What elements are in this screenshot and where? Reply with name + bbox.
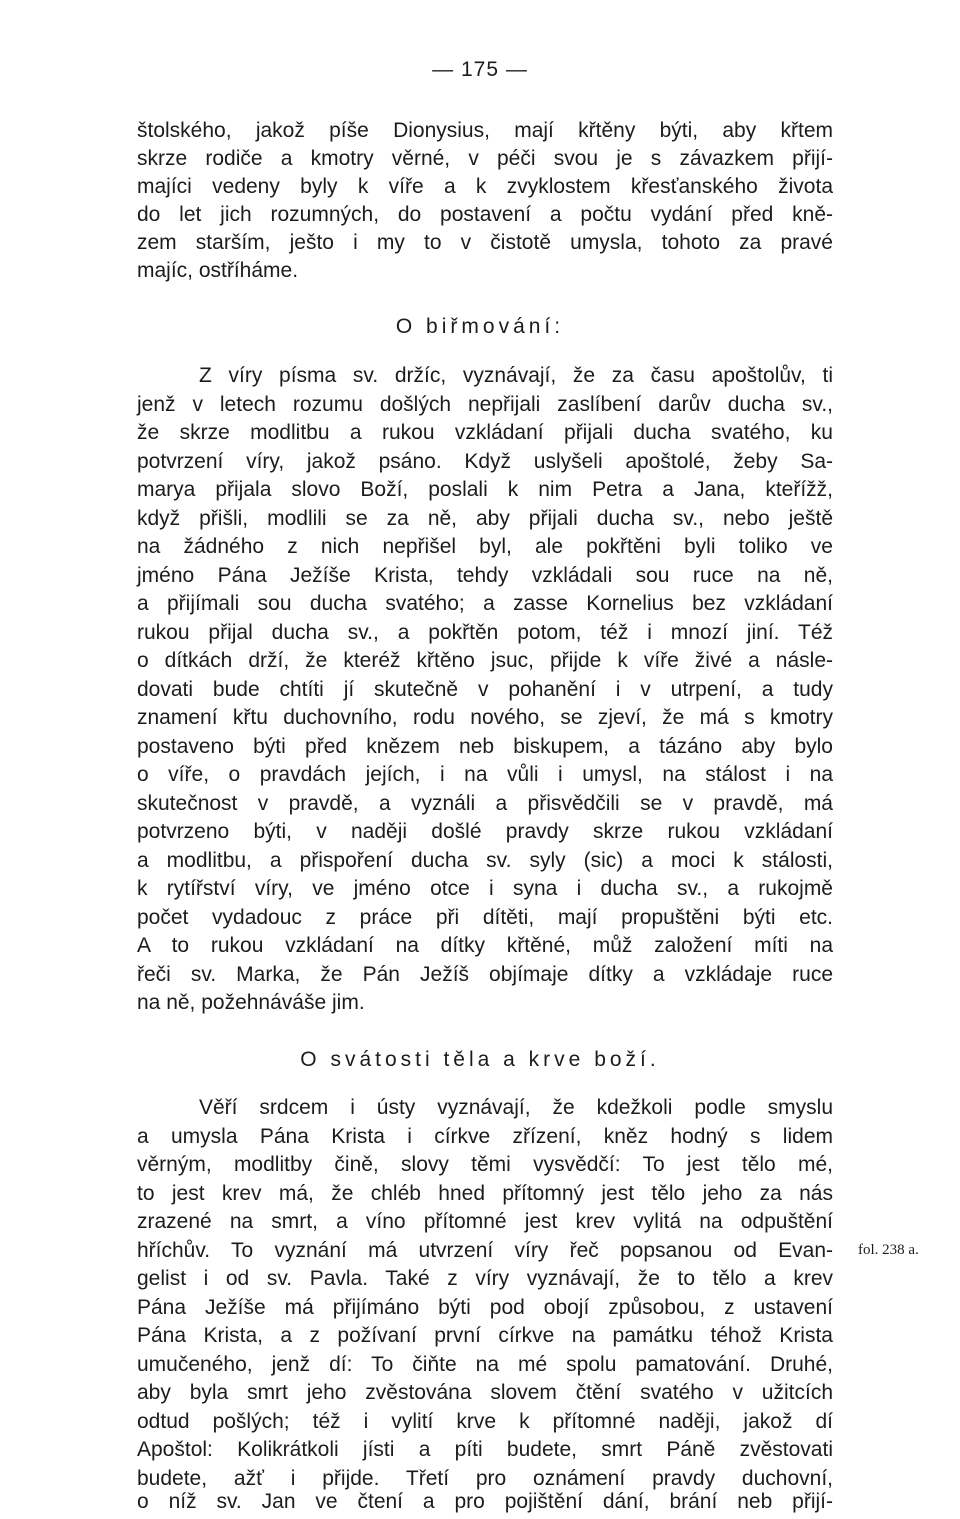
text-line: Věří srdcem i ústy vyznávají, že kdežkoli podle smyslu <box>199 1096 833 1119</box>
text-line: odtud pošlých; též i vylití krve k přítomné naději, jakož dí <box>137 1410 833 1433</box>
text-line: Apoštol: Kolikrátkoli jísti a píti budete, smrt Páně zvěstovati <box>137 1438 833 1461</box>
text-line: potvrzeno býti, v naději došlé pravdy skrze rukou vzkládaní <box>137 820 833 843</box>
text-line: skutečnost v pravdě, a vyználi a přisvědčili se v pravdě, má <box>137 792 833 815</box>
text-line: na žádného z nich nepřišel byl, ale pokřtěni byli toliko ve <box>137 535 833 558</box>
text-line: postaveno býti před knězem neb biskupem, a tázáno aby bylo <box>137 735 833 758</box>
text-line: aby byla smrt jeho zvěstována slovem čtění svatého v užitcích <box>137 1381 833 1404</box>
text-line: a umysla Pána Krista i církve zřízení, kněz hodný s lidem <box>137 1125 833 1148</box>
text-line: rukou přijal ducha sv., a pokřtěn potom, též i mnozí jiní. Též <box>137 621 833 644</box>
margin-note: fol. 238 a. <box>858 1242 919 1258</box>
text-line: o víře, o pravdách jejích, i na vůli i umysl, na stálost i na <box>137 763 833 786</box>
text-line: jenž v letech rozumu došlých nepřijali zaslíbení darův ducha sv., <box>137 393 833 416</box>
section-heading: O biřmování: <box>395 315 565 338</box>
text-line: potvrzení víry, jakož psáno. Když uslyšeli apoštolé, žeby Sa- <box>137 450 833 473</box>
text-line: zem starším, ješto i my to v čistotě umysla, tohoto za pravé <box>137 231 833 254</box>
text-line: že skrze modlitbu a rukou vzkládaní přijali ducha svatého, ku <box>137 421 833 444</box>
text-line: štolského, jakož píše Dionysius, mají křtěny býti, aby křtem <box>137 119 833 142</box>
text-line: marya přijala slovo Boží, poslali k nim Petra a Jana, kteřížž, <box>137 478 833 501</box>
text-line: Pána Ježíše má přijímáno býti pod obojí způsobou, z ustavení <box>137 1296 833 1319</box>
text-line: majíc, ostříháme. <box>137 259 299 282</box>
text-line: věrným, modlitby čině, slovy těmi vysvědčí: To jest tělo mé, <box>137 1153 833 1176</box>
text-line: znamení křtu duchovního, rodu nového, se zjeví, že má s kmotry <box>137 706 833 729</box>
page-number: — 175 — <box>432 58 528 81</box>
text-line: o dítkách drží, že kteréž křtěno jsuc, přijde k víře živé a násle- <box>137 649 833 672</box>
text-line: Z víry písma sv. držíc, vyznávají, že za času apoštolův, ti <box>199 364 833 387</box>
text-line: počet vydadouc z práce při dítěti, mají propuštěni býti etc. <box>137 906 833 929</box>
text-line: zrazené na smrt, a víno přítomné jest krev vylitá na odpuštění <box>137 1210 833 1233</box>
text-line: budete, ažť i přijde. Třetí pro oznámení pravdy duchovní, <box>137 1467 833 1490</box>
text-line: jméno Pána Ježíše Krista, tehdy vzkládali sou ruce na ně, <box>137 564 833 587</box>
text-line: Pána Krista, a z požívaní první církve na památku téhož Krista <box>137 1324 833 1347</box>
text-line: majíci vedeny byly k víře a k zvyklostem křesťanského života <box>137 175 833 198</box>
text-line: to jest krev má, že chléb hned přítomný jest tělo jeho za nás <box>137 1182 833 1205</box>
text-line: a přijímali sou ducha svatého; a zasse Kornelius bez vzkládaní <box>137 592 833 615</box>
text-line: A to rukou vzkládaní na dítky křtěné, můž založení míti na <box>137 934 833 957</box>
text-line: umučeného, jenž dí: To čiňte na mé spolu pamatování. Druhé, <box>137 1353 833 1376</box>
text-line: dovati bude chtíti jí skutečně v pohanění i v utrpení, a tudy <box>137 678 833 701</box>
text-line: na ně, požehnáváše jim. <box>137 991 365 1014</box>
text-line: do let jich rozumných, do postavení a počtu vydání před kně- <box>137 203 833 226</box>
text-line: když přišli, modlili se za ně, aby přijali ducha sv., nebo ještě <box>137 507 833 530</box>
text-line: skrze rodiče a kmotry věrné, v péči svou je s závazkem přijí- <box>137 147 833 170</box>
text-line: k rytířství víry, ve jméno otce i syna i ducha sv., a rukojmě <box>137 877 833 900</box>
text-line: o níž sv. Jan ve čtení a pro pojištění dání, brání neb přijí- <box>137 1490 833 1513</box>
text-line: řeči sv. Marka, že Pán Ježíš objímaje dítky a vzkládaje ruce <box>137 963 833 986</box>
text-line: hříchův. To vyznání má utvrzení víry řeč popsanou od Evan- <box>137 1239 833 1262</box>
text-line: gelist i od sv. Pavla. Také z víry vyznávají, že to tělo a krev <box>137 1267 833 1290</box>
text-line: a modlitbu, a přispoření ducha sv. syly (sic) a moci k stálosti, <box>137 849 833 872</box>
section-heading: O svátosti těla a krve boží. <box>300 1048 660 1071</box>
